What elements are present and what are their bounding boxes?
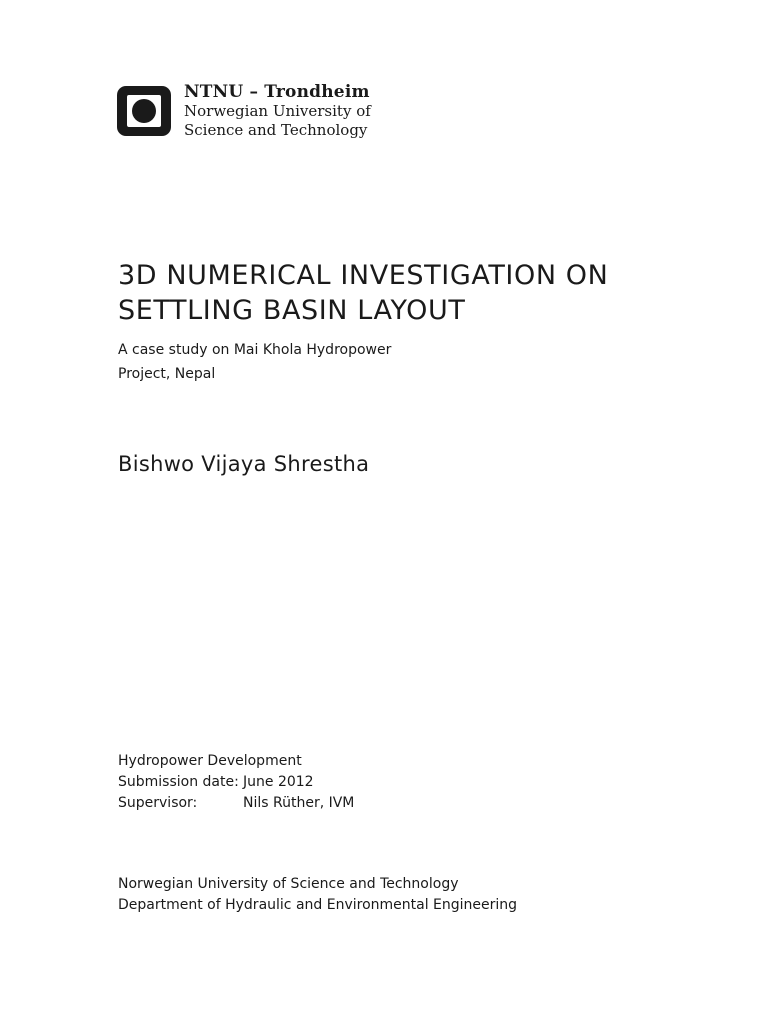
ntnu-logo (117, 82, 371, 140)
logo-line-2: Norwegian University of (184, 102, 371, 120)
ntnu-logo-icon (117, 86, 171, 136)
thesis-title-line-1: 3D NUMERICAL INVESTIGATION ON (118, 260, 609, 291)
thesis-title-line-2: SETTLING BASIN LAYOUT (118, 295, 466, 326)
logo-text (184, 83, 371, 140)
logo-line-1: NTNU – Trondheim (184, 82, 370, 102)
thesis-title (118, 258, 678, 328)
thesis-info (118, 751, 354, 814)
logo-line-3: Science and Technology (184, 121, 368, 139)
university-name: Norwegian University of Science and Technology (118, 876, 459, 892)
supervisor-label: Supervisor: (118, 795, 198, 811)
thesis-subtitle (118, 338, 418, 386)
subtitle-line-2: Project, Nepal (118, 366, 216, 382)
submission-value: June 2012 (243, 774, 314, 790)
supervisor-row (118, 793, 354, 814)
author-name: Bishwo Vijaya Shrestha (118, 452, 370, 476)
program-name: Hydropower Development (118, 753, 302, 769)
submission-row (118, 772, 354, 793)
supervisor-value: Nils Rüther, IVM (243, 795, 355, 811)
subtitle-line-1: A case study on Mai Khola Hydropower (118, 342, 392, 358)
department-name: Department of Hydraulic and Environmental Engineering (118, 897, 518, 913)
submission-label: Submission date: (118, 774, 239, 790)
institution-block (118, 874, 517, 916)
